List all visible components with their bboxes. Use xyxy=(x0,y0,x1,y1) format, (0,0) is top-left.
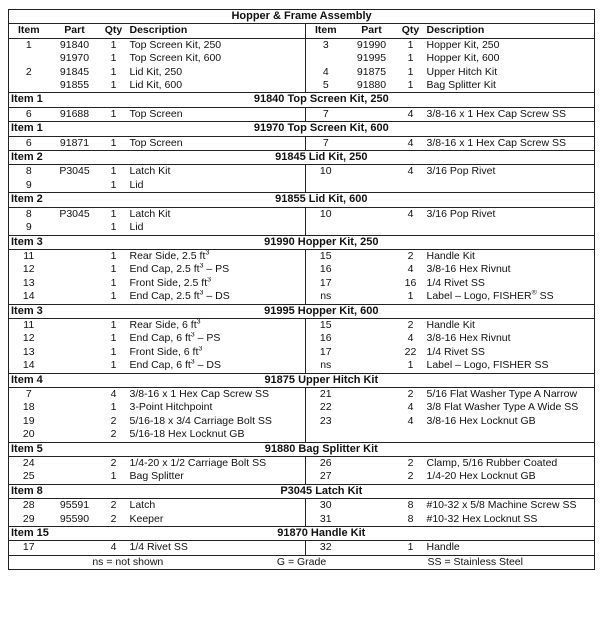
left-item-cell: 9 xyxy=(25,178,32,191)
right-part-cell xyxy=(346,179,398,193)
right-description-cell: Clamp, 5/16 Rubber Coated xyxy=(426,457,558,469)
header-qty: Qty xyxy=(398,24,424,38)
right-part-cell xyxy=(346,107,398,121)
left-part-cell: 91855 xyxy=(59,79,90,92)
kit-header-row xyxy=(9,122,595,136)
kit-title: 91880 Bag Splitter Kit xyxy=(49,442,595,456)
right-part-cell xyxy=(346,221,398,235)
left-item-cell: 24 xyxy=(22,457,35,469)
left-part-cell: P3045 xyxy=(59,165,90,178)
left-item-cell: 25 xyxy=(22,470,35,483)
right-qty-cell xyxy=(398,221,424,235)
left-part-cell xyxy=(49,541,101,555)
right-description-cell xyxy=(424,221,595,235)
left-qty-cell: 2 xyxy=(110,428,117,441)
left-description-cell: End Cap, 6 $ft^3$ – DS xyxy=(127,359,306,373)
right-qty-cell: 4 xyxy=(407,263,414,276)
right-part-cell xyxy=(346,346,398,359)
kit-header-row xyxy=(9,304,595,318)
right-description-cell: 3/8-16 Hex Rivnut xyxy=(426,263,511,276)
table-row xyxy=(9,66,595,79)
left-description-cell: Rear Side, 6 $ft^3$ xyxy=(127,318,306,332)
left-qty-cell: 4 xyxy=(110,387,117,400)
right-description-cell: 3/8-16 x 1 Hex Cap Screw SS xyxy=(426,136,566,149)
kit-item-label: Item 1 xyxy=(9,93,49,107)
table-row xyxy=(9,221,595,235)
table-row xyxy=(9,359,595,373)
left-qty-cell: 1 xyxy=(110,207,117,220)
table-title-row xyxy=(9,10,595,24)
right-item-cell: 22 xyxy=(319,401,332,414)
kit-header-row xyxy=(9,484,595,498)
abbreviation-note: SS = Stainless Steel xyxy=(427,555,523,568)
left-item-cell: 28 xyxy=(22,499,35,512)
kit-item-label: Item 3 xyxy=(9,235,49,249)
left-qty-cell: 1 xyxy=(110,107,117,120)
table-row xyxy=(9,277,595,290)
left-qty-cell: 1 xyxy=(110,165,117,178)
left-item-cell: 8 xyxy=(25,207,32,220)
right-qty-cell: 2 xyxy=(407,457,414,469)
left-part-cell: 91970 xyxy=(59,52,90,65)
kit-item-label: Item 2 xyxy=(9,193,49,207)
left-part-cell xyxy=(49,401,101,414)
left-qty-cell: 1 xyxy=(110,290,117,303)
right-description-cell: 3/16 Pop Rivet xyxy=(426,165,496,178)
right-description-cell: 5/16 Flat Washer Type A Narrow xyxy=(426,387,578,400)
right-part-cell: 91875 xyxy=(356,65,387,78)
header-description: Description xyxy=(127,24,306,38)
right-part-cell xyxy=(346,470,398,484)
abbreviation-note: G = Grade xyxy=(276,555,327,568)
table-row xyxy=(9,179,595,193)
table-row xyxy=(9,499,595,513)
table-row xyxy=(9,136,595,150)
kit-title: P3045 Latch Kit xyxy=(49,484,595,498)
left-qty-cell: 1 xyxy=(110,318,117,331)
kit-item-label: Item 1 xyxy=(9,122,49,136)
parts-table-body xyxy=(9,10,595,570)
left-part-cell xyxy=(49,277,101,290)
left-qty-cell: 1 xyxy=(110,332,117,345)
left-description-cell: 5/16-18 Hex Locknut GB xyxy=(127,428,306,442)
left-item-cell: 2 xyxy=(25,65,32,78)
right-item-cell: 30 xyxy=(319,499,332,512)
left-item-cell: 11 xyxy=(23,249,35,262)
kit-item-label: Item 4 xyxy=(9,373,49,387)
left-item-cell: 14 xyxy=(22,290,35,303)
left-description-cell: Latch xyxy=(127,499,306,513)
left-part-cell xyxy=(49,415,101,428)
left-part-cell xyxy=(49,359,101,373)
right-qty-cell: 4 xyxy=(407,332,414,345)
kit-header-row xyxy=(9,527,595,541)
right-description-cell: 3/8-16 Hex Locknut GB xyxy=(426,414,536,427)
left-qty-cell: 1 xyxy=(110,136,117,149)
kit-item-label: Item 15 xyxy=(9,527,49,541)
right-item-cell xyxy=(306,221,346,235)
right-part-cell xyxy=(346,387,398,401)
kit-header-row xyxy=(9,235,595,249)
left-part-cell: 91688 xyxy=(59,107,90,120)
left-item-cell: 18 xyxy=(22,401,35,414)
right-qty-cell: 1 xyxy=(407,52,414,65)
table-row xyxy=(9,332,595,345)
left-item-cell: 13 xyxy=(22,276,35,289)
right-qty-cell: 2 xyxy=(407,470,414,483)
left-part-cell xyxy=(49,387,101,401)
table-row xyxy=(9,401,595,414)
kit-item-label: Item 5 xyxy=(9,442,49,456)
left-description-cell: Lid xyxy=(127,221,306,235)
right-description-cell: Hopper Kit, 250 xyxy=(426,38,500,51)
right-qty-cell: 4 xyxy=(407,107,414,120)
left-item-cell: 1 xyxy=(25,38,32,51)
right-item-cell: 26 xyxy=(319,457,332,469)
table-row xyxy=(9,263,595,276)
right-part-cell xyxy=(346,401,398,414)
left-description-cell: Front Side, 6 $ft^3$ xyxy=(127,346,306,359)
table-row xyxy=(9,165,595,179)
left-part-cell xyxy=(49,179,101,193)
left-description-cell: Lid xyxy=(127,179,306,193)
left-description-cell: 3/8-16 x 1 Hex Cap Screw SS xyxy=(127,387,306,401)
right-description-cell: #10-32 x 5/8 Machine Screw SS xyxy=(426,499,577,512)
left-description-cell: Bag Splitter xyxy=(127,470,306,484)
left-description-cell: Top Screen Kit, 250 xyxy=(127,38,306,52)
right-item-cell: 27 xyxy=(319,470,332,483)
right-description-cell: Handle Kit xyxy=(426,318,475,331)
kit-header-row xyxy=(9,442,595,456)
right-description-cell: 3/8-16 x 1 Hex Cap Screw SS xyxy=(426,107,566,120)
table-row xyxy=(9,249,595,263)
left-qty-cell: 4 xyxy=(110,541,117,554)
left-description-cell: 3-Point Hitchpoint xyxy=(127,401,306,414)
left-item-cell xyxy=(9,52,49,65)
left-item-cell: 29 xyxy=(22,512,35,525)
left-part-cell: 91840 xyxy=(59,38,90,51)
left-qty-cell: 1 xyxy=(110,249,117,262)
left-description-cell: Top Screen xyxy=(127,107,306,121)
left-item-cell: 13 xyxy=(22,345,35,358)
right-qty-cell: 4 xyxy=(407,414,414,427)
left-qty-cell: 1 xyxy=(110,79,117,92)
table-row xyxy=(9,318,595,332)
table-row xyxy=(9,52,595,65)
left-part-cell: 95591 xyxy=(59,499,90,512)
left-item-cell: 11 xyxy=(23,318,35,331)
right-part-cell: 91880 xyxy=(356,79,387,92)
left-qty-cell: 2 xyxy=(110,499,117,512)
right-item-cell xyxy=(306,428,346,442)
right-qty-cell: 22 xyxy=(404,345,417,358)
left-item-cell: 7 xyxy=(25,387,32,400)
left-description-cell: Front Side, 2.5 $ft^3$ xyxy=(127,277,306,290)
left-part-cell: 91845 xyxy=(59,65,90,78)
left-description-cell: Top Screen Kit, 600 xyxy=(127,52,306,65)
left-item-cell: 20 xyxy=(22,428,35,441)
right-qty-cell: 2 xyxy=(407,387,414,400)
right-item-cell: 16 xyxy=(319,263,332,276)
kit-title: 91870 Handle Kit xyxy=(49,527,595,541)
left-item-cell xyxy=(9,79,49,93)
right-part-cell xyxy=(346,207,398,221)
right-part-cell xyxy=(346,332,398,345)
right-part-cell xyxy=(346,165,398,179)
notes-cell xyxy=(9,555,595,569)
table-title: Hopper & Frame Assembly xyxy=(9,10,595,24)
right-description-cell: 1/4 Rivet SS xyxy=(426,276,485,289)
right-qty-cell: 1 xyxy=(407,79,414,92)
column-header-row xyxy=(9,24,595,38)
left-qty-cell: 1 xyxy=(110,38,117,51)
right-part-cell xyxy=(346,249,398,263)
left-description-cell: End Cap, 2.5 $ft^3$ – PS xyxy=(127,263,306,276)
table-row xyxy=(9,79,595,93)
right-item-cell: 7 xyxy=(322,136,329,149)
kit-title: 91970 Top Screen Kit, 600 xyxy=(49,122,595,136)
left-qty-cell: 1 xyxy=(110,276,117,289)
left-description-cell: Lid Kit, 600 xyxy=(127,79,306,93)
left-item-cell: 17 xyxy=(22,541,35,554)
left-description-cell: Rear Side, 2.5 $ft^3$ xyxy=(127,249,306,263)
right-description-cell: Label – Logo, FISHER SS xyxy=(426,359,549,372)
right-qty-cell: 8 xyxy=(407,512,414,525)
right-part-cell xyxy=(346,513,398,527)
kit-item-label: Item 2 xyxy=(9,151,49,165)
right-description-cell xyxy=(424,428,595,442)
left-qty-cell: 1 xyxy=(110,359,117,372)
right-item-cell: 15 xyxy=(319,318,332,331)
left-item-cell: 6 xyxy=(25,107,32,120)
right-qty-cell: 1 xyxy=(407,38,414,51)
right-qty-cell: 2 xyxy=(407,249,414,262)
kit-header-row xyxy=(9,93,595,107)
header-part: Part xyxy=(346,24,398,38)
right-description-cell: 3/8-16 Hex Rivnut xyxy=(426,332,511,345)
left-description-cell: 1/4-20 x 1/2 Carriage Bolt SS xyxy=(127,457,306,471)
left-description-cell: Lid Kit, 250 xyxy=(127,66,306,79)
right-description-cell: Upper Hitch Kit xyxy=(426,65,498,78)
left-item-cell: 6 xyxy=(25,136,32,149)
left-part-cell: P3045 xyxy=(59,207,90,220)
right-qty-cell: 1 xyxy=(407,290,414,303)
right-qty-cell: 4 xyxy=(407,207,414,220)
left-qty-cell: 1 xyxy=(110,470,117,483)
parts-table xyxy=(8,9,595,570)
left-item-cell: 8 xyxy=(25,165,32,178)
left-part-cell xyxy=(49,249,101,263)
table-row xyxy=(9,513,595,527)
right-item-cell: 5 xyxy=(322,79,329,92)
right-description-cell: 3/16 Pop Rivet xyxy=(426,207,496,220)
right-description-cell: Label – Logo, FISHER® SS xyxy=(426,290,554,303)
right-item-cell: 32 xyxy=(319,541,332,554)
right-item-cell: 16 xyxy=(319,332,332,345)
right-qty-cell: 8 xyxy=(407,499,414,512)
left-description-cell: 5/16-18 x 3/4 Carriage Bolt SS xyxy=(127,415,306,428)
kit-title: 91845 Lid Kit, 250 xyxy=(49,151,595,165)
right-item-cell: 17 xyxy=(319,276,332,289)
right-description-cell: Hopper Kit, 600 xyxy=(426,52,500,65)
left-part-cell: 95590 xyxy=(59,512,90,525)
left-part-cell xyxy=(49,346,101,359)
left-item-cell: 12 xyxy=(22,332,35,345)
table-row xyxy=(9,428,595,442)
right-part-cell xyxy=(346,541,398,555)
left-qty-cell: 1 xyxy=(110,221,117,234)
left-part-cell xyxy=(49,263,101,276)
table-row xyxy=(9,387,595,401)
left-item-cell: 19 xyxy=(22,414,35,427)
right-part-cell xyxy=(346,359,398,373)
right-qty-cell: 1 xyxy=(407,359,414,372)
right-description-cell: 1/4 Rivet SS xyxy=(426,345,485,358)
kit-title: 91990 Hopper Kit, 250 xyxy=(49,235,595,249)
right-part-cell xyxy=(346,277,398,290)
left-description-cell: 1/4 Rivet SS xyxy=(127,541,306,555)
left-part-cell: 91871 xyxy=(59,136,90,149)
table-row xyxy=(9,457,595,471)
left-part-cell xyxy=(49,470,101,484)
right-description-cell: Handle Kit xyxy=(426,249,475,262)
right-item-cell: 23 xyxy=(319,414,332,427)
kit-header-row xyxy=(9,373,595,387)
table-row xyxy=(9,346,595,359)
kit-header-row xyxy=(9,151,595,165)
left-qty-cell: 1 xyxy=(110,178,117,191)
left-description-cell: End Cap, 6 $ft^3$ – PS xyxy=(127,332,306,345)
right-description-cell: 3/8 Flat Washer Type A Wide SS xyxy=(426,401,579,414)
right-qty-cell xyxy=(398,428,424,442)
left-qty-cell: 1 xyxy=(110,401,117,414)
left-description-cell: Keeper xyxy=(127,513,306,527)
right-part-cell xyxy=(346,263,398,276)
left-part-cell xyxy=(49,318,101,332)
right-qty-cell: 16 xyxy=(404,276,417,289)
left-description-cell: End Cap, 2.5 $ft^3$ – DS xyxy=(127,290,306,304)
right-description-cell xyxy=(424,179,595,193)
right-item-cell: ns xyxy=(320,359,332,372)
left-item-cell: 14 xyxy=(22,359,35,372)
right-item-cell: 4 xyxy=(322,65,329,78)
table-row xyxy=(9,290,595,304)
right-description-cell: Bag Splitter Kit xyxy=(426,79,496,92)
right-item-cell: 7 xyxy=(322,107,329,120)
right-part-cell xyxy=(346,499,398,513)
header-item: Item xyxy=(306,24,346,38)
kit-title: 91855 Lid Kit, 600 xyxy=(49,193,595,207)
right-item-cell xyxy=(306,179,346,193)
right-item-cell: 15 xyxy=(319,249,332,262)
left-qty-cell: 2 xyxy=(110,457,117,469)
table-row xyxy=(9,415,595,428)
right-item-cell: 10 xyxy=(319,207,332,220)
table-row xyxy=(9,470,595,484)
right-part-cell xyxy=(346,318,398,332)
right-item-cell xyxy=(306,52,346,65)
table-row xyxy=(9,541,595,555)
kit-title: 91875 Upper Hitch Kit xyxy=(49,373,595,387)
table-row xyxy=(9,38,595,52)
left-qty-cell: 1 xyxy=(110,345,117,358)
right-part-cell xyxy=(346,415,398,428)
left-qty-cell: 1 xyxy=(110,263,117,276)
left-description-cell: Top Screen xyxy=(127,136,306,150)
right-item-cell: 21 xyxy=(319,387,332,400)
header-part: Part xyxy=(49,24,101,38)
left-qty-cell: 2 xyxy=(110,414,117,427)
kit-header-row xyxy=(9,193,595,207)
left-item-cell: 9 xyxy=(25,221,32,234)
left-part-cell xyxy=(49,332,101,345)
left-description-cell: Latch Kit xyxy=(127,207,306,221)
right-part-cell: 91995 xyxy=(356,52,387,65)
kit-item-label: Item 3 xyxy=(9,304,49,318)
table-row xyxy=(9,107,595,121)
right-item-cell: 31 xyxy=(319,512,332,525)
right-part-cell: 91990 xyxy=(356,38,387,51)
right-qty-cell xyxy=(398,179,424,193)
right-part-cell xyxy=(346,290,398,304)
left-qty-cell: 1 xyxy=(110,52,117,65)
table-row xyxy=(9,207,595,221)
right-item-cell: 10 xyxy=(319,165,332,178)
right-item-cell: 17 xyxy=(319,345,332,358)
right-qty-cell: 1 xyxy=(407,541,414,554)
right-description-cell: #10-32 Hex Locknut SS xyxy=(426,512,538,525)
left-qty-cell: 2 xyxy=(110,512,117,525)
header-item: Item xyxy=(9,24,49,38)
abbreviation-note: ns = not shown xyxy=(92,555,164,568)
kit-title: 91995 Hopper Kit, 600 xyxy=(49,304,595,318)
right-item-cell: 3 xyxy=(322,38,329,51)
left-part-cell xyxy=(49,221,101,235)
right-qty-cell: 1 xyxy=(407,65,414,78)
right-item-cell: ns xyxy=(320,290,332,303)
right-part-cell xyxy=(346,136,398,150)
right-qty-cell: 4 xyxy=(407,165,414,178)
right-qty-cell: 2 xyxy=(407,318,414,331)
kit-item-label: Item 8 xyxy=(9,484,49,498)
notes-row xyxy=(9,555,595,569)
right-part-cell xyxy=(346,428,398,442)
left-description-cell: Latch Kit xyxy=(127,165,306,179)
left-qty-cell: 1 xyxy=(110,65,117,78)
header-qty: Qty xyxy=(101,24,127,38)
right-description-cell: Handle xyxy=(426,541,460,554)
right-description-cell: 1/4-20 Hex Locknut GB xyxy=(426,470,536,483)
right-qty-cell: 4 xyxy=(407,401,414,414)
right-qty-cell: 4 xyxy=(407,136,414,149)
right-part-cell xyxy=(346,457,398,471)
header-description: Description xyxy=(424,24,595,38)
left-part-cell xyxy=(49,428,101,442)
left-part-cell xyxy=(49,290,101,304)
kit-title: 91840 Top Screen Kit, 250 xyxy=(49,93,595,107)
left-item-cell: 12 xyxy=(22,263,35,276)
left-part-cell xyxy=(49,457,101,471)
